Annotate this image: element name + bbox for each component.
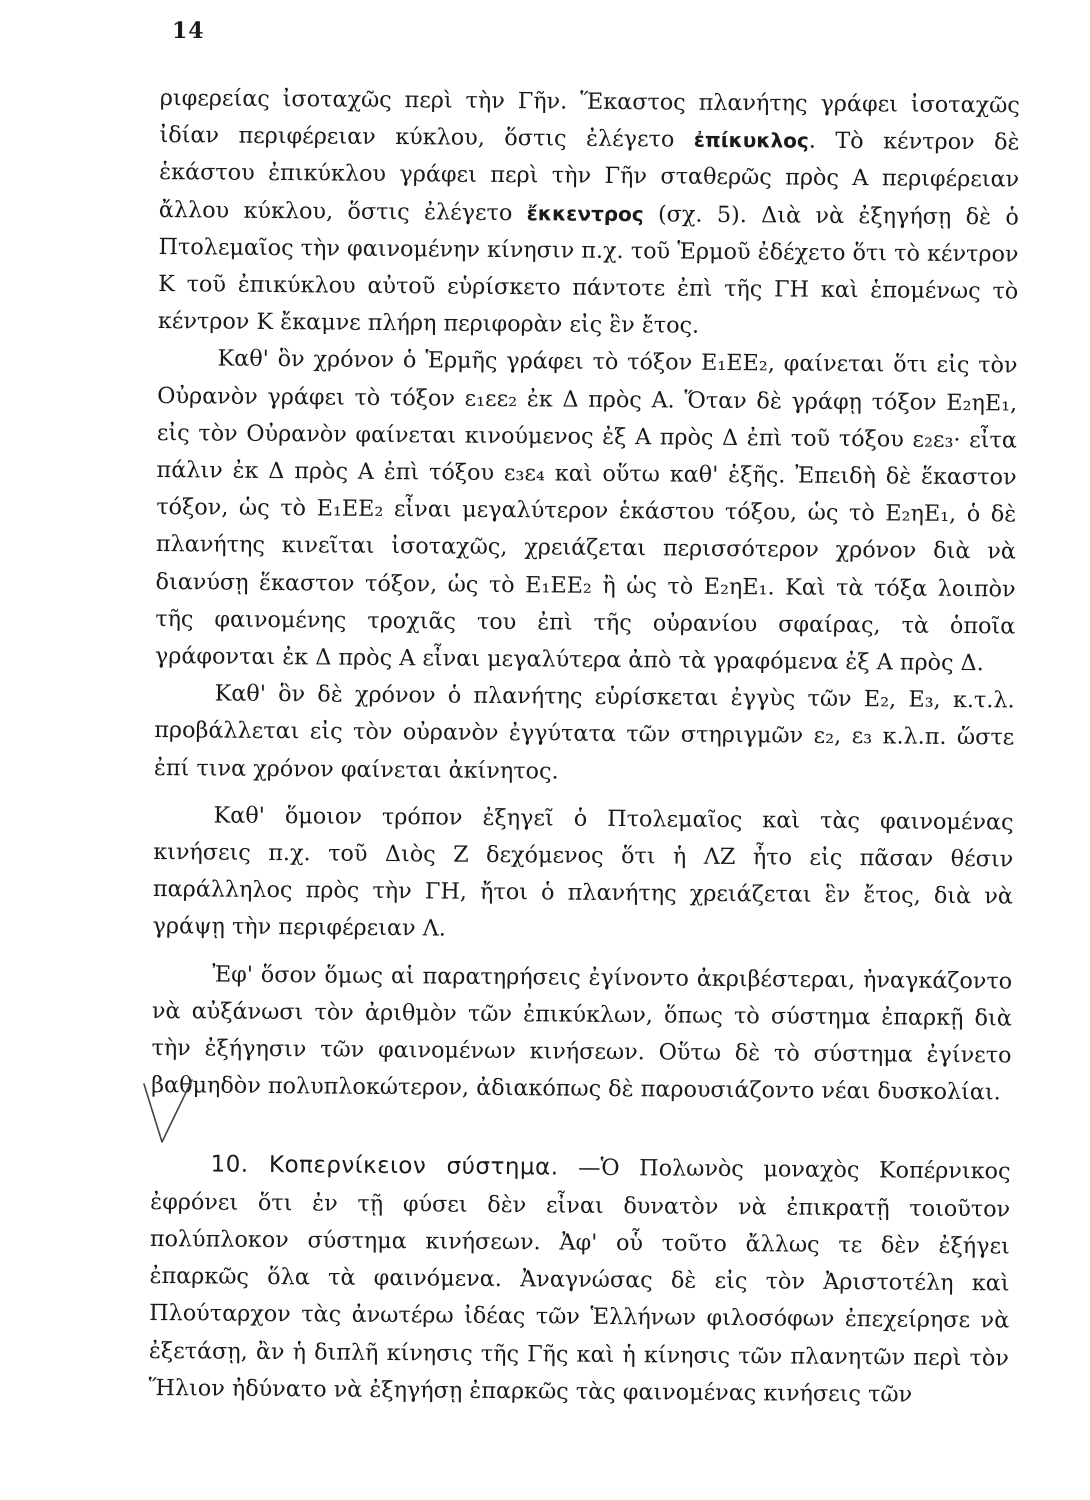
- paragraph-epicycle-text-b: . Τὸ κέντρον δὲ ἑκάστου ἐπικύκλου γράφει περὶ τὴν Γῆν σταθερῶς πρὸς Α περιφέρειαν ἄλλου κύκλου, ὅστις ἐλέγετο: [158, 127, 1020, 226]
- paragraph-stationary-points: Καθ' ὃν δὲ χρόνον ὁ πλανήτης εὑρίσκεται ἐγγὺς τῶν Ε₂, Ε₃, κ.τ.λ. προβάλλεται εἰς τὸν οὐρανὸν ἐγγύτατα τῶν στηριγμῶν ε₂, ε₃ κ.λ.π. ὥστε ἐπί τινα χρόνον φαίνεται ἀκίνητος.: [153, 680, 1015, 785]
- section-copernican-system: [148, 1146, 1010, 1414]
- section-heading: 10. Κοπερνίκειον σύστημα.: [210, 1151, 559, 1182]
- paragraph-epicycle-text-c: (σχ. 5). Διὰ νὰ ἐξηγήσῃ δὲ ὁ Πτολεμαῖος τὴν φαινομένην κίνησιν π.χ. τοῦ Ἑρμοῦ ἐδέχετο ὅτι τὸ κέντρον Κ τοῦ ἐπικύκλου αὐτοῦ εὑρίσκετο πάντοτε ἐπὶ τῆς ΓΗ καὶ ἑπομένως τὸ κέντρον Κ ἔκαμνε πλήρη περιφορὰν εἰς ἓν ἔτος.: [157, 200, 1019, 339]
- section-copernican-text: —Ὁ Πολωνὸς μοναχὸς Κοπέρνικος ἐφρόνει ὅτι ἐν τῇ φύσει δὲν εἶναι δυνατὸν νὰ ἐπικρατῇ τοιοῦτον πολύπλοκον σύστημα κινήσεων. Ἀφ' οὗ τοῦτο ἄλλως τε δὲν ἐξήγει ἐπαρκῶς ὅλα τὰ φαινόμενα. Ἀναγνώσας δὲ εἰς τὸν Ἀριστοτέλη καὶ Πλούταρχον τὰς ἀνωτέρω ἰδέας τῶν Ἑλλήνων φιλοσόφων ἐπεχείρησε νὰ ἐξετάσῃ, ἂν ἡ διπλῆ κίνησις τῆς Γῆς καὶ ἡ κίνησις τῶν πλανητῶν περὶ τὸν Ἥλιον ἠδύνατο νὰ ἐξηγήσῃ ἐπαρκῶς τὰς φαινομένας κινήσεις τῶν: [148, 1155, 1011, 1408]
- term-eccentric: ἔκκεντρος: [526, 200, 644, 226]
- paragraph-epicycle-complexity: Ἐφ' ὅσον ὅμως αἱ παρατηρήσεις ἐγίνοντο ἀκριβέστεραι, ἠναγκάζοντο νὰ αὐξάνωσι τὸν ἀριθμὸν τῶν ἐπικύκλων, ὅπως τὸ σύστημα ἐπαρκῇ διὰ τὴν ἐξήγησιν τῶν φαινομένων κινήσεων. Οὕτω δὲ τὸ σύστημα ἐγίνετο βαθμηδὸν πολυπλοκώτερον, ἀδιακόπως δὲ παρουσιάζοντο νέαι δυσκολίαι.: [151, 961, 1013, 1106]
- paragraph-mercury-arcs: Καθ' ὃν χρόνον ὁ Ἑρμῆς γράφει τὸ τόξον Ε₁ΕΕ₂, φαίνεται ὅτι εἰς τὸν Οὐρανὸν γράφει τὸ τόξον ε₁εε₂ ἐκ Δ πρὸς Α. Ὅταν δὲ γράφῃ τόξον Ε₂ηΕ₁, εἰς τὸν Οὐρανὸν φαίνεται κινούμενος ἐξ Α πρὸς Δ ἐπὶ τοῦ τόξου ε₂ε₃· εἶτα πάλιν ἐκ Δ πρὸς Α ἐπὶ τόξου ε₃ε₄ καὶ οὕτω καθ' ἑξῆς. Ἐπειδὴ δὲ ἕκαστον τόξον, ὡς τὸ Ε₁ΕΕ₂ εἶναι μεγαλύτερον ἑκάστου τόξου, ὡς τὸ Ε₂ηΕ₁, ὁ δὲ πλανήτης κινεῖται ἰσοταχῶς, χρειάζεται περισσότερον χρόνον διὰ νὰ διανύσῃ ἕκαστον τόξον, ὡς τὸ Ε₁ΕΕ₂ ἢ ὡς τὸ Ε₂ηΕ₁. Καὶ τὰ τόξα λοιπὸν τῆς φαινομένης τροχιᾶς του ἐπὶ τῆς οὐρανίου σφαίρας, τὰ ὁποῖα γράφονται ἐκ Δ πρὸς Α εἶναι μεγαλύτερα ἀπὸ τὰ γραφόμενα ἐξ Α πρὸς Δ.: [154, 345, 1018, 677]
- page-body: [148, 80, 1020, 1414]
- paragraph-epicycle-text-a: ριφερείας ἰσοταχῶς περὶ τὴν Γῆν. Ἕκαστος πλανήτης γράφει ἰσοταχῶς ἰδίαν περιφέρειαν κύκλου, ὅστις ἐλέγετο: [159, 84, 1020, 153]
- handwritten-check-mark: [140, 1078, 196, 1148]
- term-epicycle: ἐπίκυκλος: [693, 127, 809, 153]
- paragraph-epicycle: [158, 80, 1020, 348]
- paragraph-jupiter: Καθ' ὅμοιον τρόπον ἐξηγεῖ ὁ Πτολεμαῖος καὶ τὰς φαινομένας κινήσεις π.χ. τοῦ Διὸς Ζ δεχόμενος ὅτι ἡ ΛΖ ἦτο εἰς πᾶσαν θέσιν παράλληλος πρὸς τὴν ΓΗ, ἤτοι ὁ πλανήτης χρειάζεται ἓν ἔτος, διὰ νὰ γράψῃ τὴν περιφέρειαν Λ.: [152, 802, 1014, 942]
- page-number: 14: [172, 18, 205, 44]
